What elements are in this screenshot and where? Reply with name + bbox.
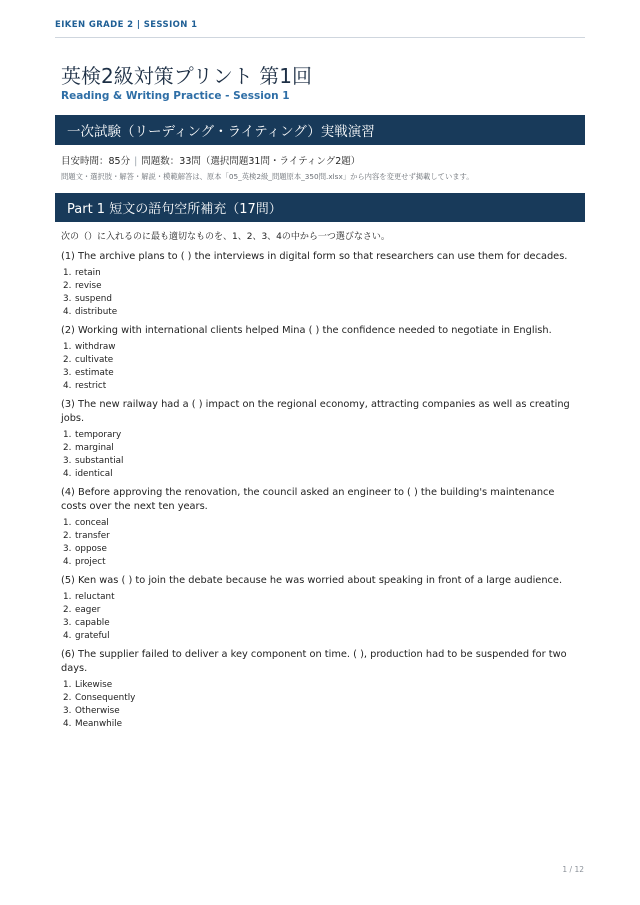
question-block (61, 324, 581, 393)
answer-choice (63, 367, 581, 380)
choice-number: 1. (63, 342, 72, 352)
choice-text: revise (75, 281, 102, 291)
answer-choice (63, 341, 581, 354)
choice-number: 3. (63, 618, 72, 628)
choice-text: Meanwhile (75, 719, 123, 729)
source-note: 問題文・選択肢・解答・解説・模範解答は、原本「05_英検2級_問題原本_350問.xlsx」から内容を変更せず掲載しています。 (61, 172, 474, 181)
answer-choice (63, 455, 581, 468)
choice-text: withdraw (75, 342, 116, 352)
section-heading-band (55, 115, 585, 145)
answer-choice (63, 306, 581, 319)
choice-list (61, 341, 581, 393)
answer-choice (63, 429, 581, 442)
answer-choice (63, 468, 581, 481)
page-number: 1 / 12 (562, 865, 584, 874)
answer-choice (63, 718, 581, 731)
choice-list (61, 517, 581, 569)
choice-number: 3. (63, 544, 72, 554)
question-block (61, 574, 581, 643)
choice-number: 2. (63, 693, 72, 703)
choice-text: restrict (75, 381, 107, 391)
answer-choice (63, 604, 581, 617)
choice-text: substantial (75, 456, 124, 466)
choice-text: marginal (75, 443, 114, 453)
choice-number: 4. (63, 469, 72, 479)
question-count: 問題数：33問（選択問題31問・ライティング2題） (141, 156, 361, 167)
choice-number: 2. (63, 605, 72, 615)
choice-number: 1. (63, 592, 72, 602)
answer-choice (63, 380, 581, 393)
question-text: (2) Working with international clients helped Mina ( ) the confidence needed to negotiate in English. (61, 325, 552, 336)
page-subtitle: Reading & Writing Practice - Session 1 (61, 90, 290, 102)
choice-text: temporary (75, 430, 122, 440)
choice-number: 3. (63, 706, 72, 716)
answer-choice (63, 591, 581, 604)
choice-list (61, 679, 581, 731)
choice-number: 3. (63, 456, 72, 466)
answer-choice (63, 280, 581, 293)
choice-text: distribute (75, 307, 118, 317)
choice-number: 1. (63, 430, 72, 440)
meta-separator: | (134, 156, 138, 167)
choice-text: oppose (75, 544, 107, 554)
question-block (61, 250, 581, 319)
section-heading: 一次試験（リーディング・ライティング）実戦演習 (67, 124, 375, 140)
choice-text: eager (75, 605, 101, 615)
answer-choice (63, 530, 581, 543)
choice-text: reluctant (75, 592, 115, 602)
running-header: EIKEN GRADE 2 | SESSION 1 (55, 20, 585, 38)
choice-text: grateful (75, 631, 110, 641)
answer-choice (63, 692, 581, 705)
question-text: (1) The archive plans to ( ) the interviews in digital form so that researchers can use them for decades. (61, 251, 568, 262)
choice-number: 4. (63, 307, 72, 317)
question-text: (6) The supplier failed to deliver a key component on time. ( ), production had to be suspended for two days. (61, 649, 567, 674)
answer-choice (63, 617, 581, 630)
choice-text: capable (75, 618, 110, 628)
choice-text: cultivate (75, 355, 114, 365)
question-block (61, 486, 581, 569)
choice-text: Consequently (75, 693, 136, 703)
answer-choice (63, 556, 581, 569)
choice-text: conceal (75, 518, 109, 528)
choice-number: 4. (63, 381, 72, 391)
part-heading-band (55, 193, 585, 222)
question-text: (5) Ken was ( ) to join the debate because he was worried about speaking in front of a large audience. (61, 575, 563, 586)
choice-number: 4. (63, 719, 72, 729)
answer-choice (63, 267, 581, 280)
choice-text: Otherwise (75, 706, 120, 716)
choice-list (61, 267, 581, 319)
choice-number: 1. (63, 268, 72, 278)
question-block (61, 398, 581, 481)
choice-list (61, 429, 581, 481)
time-limit: 目安時間：85分 (61, 156, 131, 167)
choice-number: 2. (63, 355, 72, 365)
answer-choice (63, 517, 581, 530)
answer-choice (63, 679, 581, 692)
choice-number: 2. (63, 443, 72, 453)
answer-choice (63, 354, 581, 367)
choice-text: identical (75, 469, 113, 479)
answer-choice (63, 630, 581, 643)
question-text: (4) Before approving the renovation, the council asked an engineer to ( ) the building's maintenance costs over the next ten years. (61, 487, 555, 512)
exam-meta (61, 153, 360, 167)
choice-number: 3. (63, 368, 72, 378)
choice-text: retain (75, 268, 101, 278)
choice-text: estimate (75, 368, 114, 378)
part-instruction: 次の（）に入れるのに最も適切なものを、1、2、3、4の中から一つ選びなさい。 (61, 232, 390, 242)
page-title: 英検2級対策プリント 第1回 (61, 64, 313, 88)
choice-text: transfer (75, 531, 110, 541)
answer-choice (63, 293, 581, 306)
part-heading: Part 1 短文の語句空所補充（17問） (67, 202, 282, 217)
answer-choice (63, 442, 581, 455)
choice-number: 4. (63, 557, 72, 567)
choice-text: Likewise (75, 680, 113, 690)
answer-choice (63, 543, 581, 556)
choice-text: suspend (75, 294, 112, 304)
question-list (61, 250, 581, 736)
choice-list (61, 591, 581, 643)
answer-choice (63, 705, 581, 718)
choice-number: 4. (63, 631, 72, 641)
choice-number: 1. (63, 680, 72, 690)
choice-number: 2. (63, 281, 72, 291)
question-text: (3) The new railway had a ( ) impact on the regional economy, attracting companies as well as creating jobs. (61, 399, 570, 424)
choice-number: 3. (63, 294, 72, 304)
choice-number: 1. (63, 518, 72, 528)
choice-text: project (75, 557, 106, 567)
choice-number: 2. (63, 531, 72, 541)
question-block (61, 648, 581, 731)
